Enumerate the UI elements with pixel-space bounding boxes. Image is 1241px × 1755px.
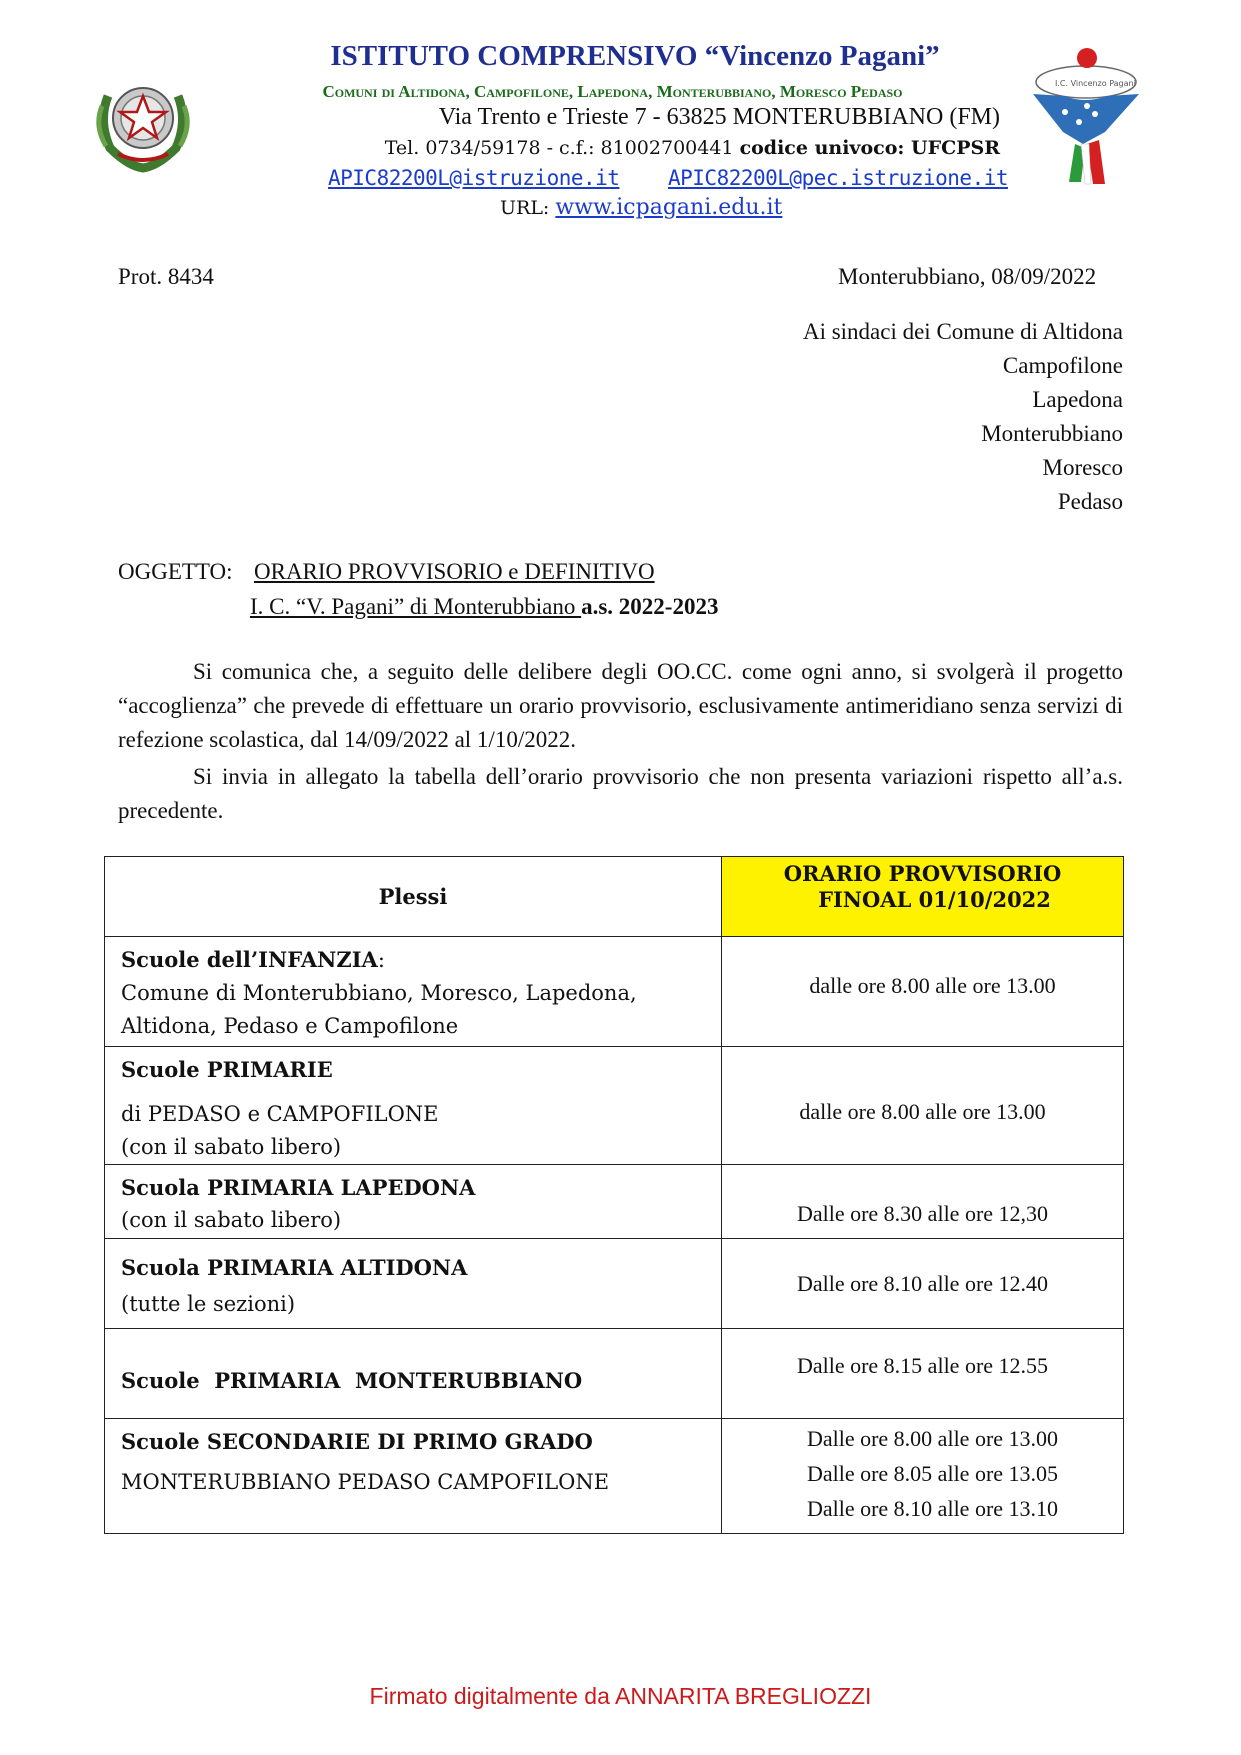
recipient-line: Monterubbiano [981, 421, 1123, 446]
recipient-line: Campofilone [1002, 353, 1123, 378]
table-row [105, 1047, 1124, 1165]
plesso-cell [105, 1329, 722, 1419]
time-value: Dalle ore 8.05 alle ore 13.05 [806, 1461, 1059, 1486]
plesso-detail: (tutte le sezioni) [121, 1292, 296, 1316]
time-cell [722, 1419, 1124, 1534]
unique-code: codice univoco: UFCPSR [739, 137, 1000, 159]
subject-school-year: a.s. 2022-2023 [581, 594, 719, 619]
plesso-detail: di PEDASO e CAMPOFILONE [121, 1102, 439, 1126]
plesso-cell [105, 1239, 722, 1329]
time-value: Dalle ore 8.10 alle ore 12.40 [796, 1271, 1049, 1296]
table-row [105, 1239, 1124, 1329]
place-date: Monterubbiano, 08/09/2022 [838, 264, 1097, 289]
header-schedule-line2: FINOAL 01/10/2022 [818, 887, 1051, 912]
pec-email-link[interactable]: APIC82200L@pec.istruzione.it [668, 166, 1009, 190]
time-cell [722, 1047, 1124, 1165]
time-value: dalle ore 8.00 alle ore 13.00 [809, 973, 1056, 998]
time-value: Dalle ore 8.00 alle ore 13.00 [806, 1426, 1059, 1451]
plesso-cell [105, 1047, 722, 1165]
header-plessi: Plessi [105, 857, 722, 937]
school-address: Via Trento e Trieste 7 - 63825 MONTERUBBIANO (FM) [438, 104, 1000, 130]
time-cell [722, 1165, 1124, 1239]
email-link[interactable]: APIC82200L@istruzione.it [328, 166, 620, 190]
website-link[interactable]: www.icpagani.edu.it [555, 195, 783, 220]
time-value: Dalle ore 8.10 alle ore 13.10 [806, 1496, 1059, 1521]
plesso-cell [105, 1419, 722, 1534]
time-value: Dalle ore 8.30 alle ore 12,30 [796, 1201, 1049, 1226]
url-row [500, 195, 782, 220]
paragraph-2: Si invia in allegato la tabella dell’orario provvisorio che non presenta variazioni rispetto all’a.s. precedente. [118, 764, 1123, 823]
table-header-row [105, 857, 1124, 937]
schedule-table [104, 856, 1124, 1534]
table-row [105, 937, 1124, 1047]
italian-republic-emblem-icon [88, 66, 198, 176]
table-row [105, 1165, 1124, 1239]
subject-school: I. C. “V. Pagani” di Monterubbiano [250, 594, 582, 619]
paragraph-1: Si comunica che, a seguito delle delibere degli OO.CC. come ogni anno, si svolgerà il progetto “accoglienza” che prevede di effettuare un orario provvisorio, esclusivamente antimeridiano senza servizi di refezione scolastica, dal 14/09/2022 al 1/10/2022. [118, 659, 1123, 752]
school-contacts [330, 137, 1000, 159]
time-cell [722, 937, 1124, 1047]
time-value: dalle ore 8.00 alle ore 13.00 [799, 1099, 1046, 1124]
plesso-title: Scuole SECONDARIE DI PRIMO GRADO [121, 1429, 593, 1454]
plesso-title: Scuola PRIMARIA ALTIDONA [121, 1255, 468, 1280]
plesso-detail: Comune di Monterubbiano, Moresco, Lapedona, [121, 981, 637, 1005]
plesso-detail: Altidona, Pedaso e Campofilone [121, 1014, 459, 1038]
time-cell [722, 1329, 1124, 1419]
plesso-detail: (con il sabato libero) [121, 1135, 342, 1159]
plesso-title-suffix: : [377, 948, 385, 972]
recipient-line: Pedaso [1057, 489, 1123, 514]
school-logo-icon [1025, 44, 1147, 194]
plesso-title: Scuole PRIMARIA MONTERUBBIANO [121, 1368, 583, 1393]
digital-signature: Firmato digitalmente da ANNARITA BREGLIOZZI [369, 1683, 872, 1709]
table-row [105, 1329, 1124, 1419]
table-row [105, 1419, 1124, 1534]
contacts-text: Tel. 0734/59178 - c.f.: 81002700441 [384, 137, 740, 159]
subject-line-1: ORARIO PROVVISORIO e DEFINITIVO [254, 559, 655, 584]
recipient-line: Ai sindaci dei Comune di Altidona [802, 319, 1123, 344]
plesso-title: Scuole PRIMARIE [121, 1057, 333, 1082]
plesso-cell [105, 937, 722, 1047]
plesso-title: Scuola PRIMARIA LAPEDONA [121, 1175, 476, 1200]
svg-text:I.C. Vincenzo Pagani: I.C. Vincenzo Pagani [1055, 79, 1136, 88]
plesso-detail: MONTERUBBIANO PEDASO CAMPOFILONE [121, 1470, 610, 1494]
recipient-line: Lapedona [1032, 387, 1123, 412]
subject-label: OGGETTO: [118, 559, 233, 584]
plesso-cell [105, 1165, 722, 1239]
subject-line-2 [250, 590, 718, 624]
time-cell [722, 1239, 1124, 1329]
header-schedule [722, 857, 1124, 937]
plesso-title: Scuole dell’INFANZIA [121, 947, 378, 972]
plesso-detail: (con il sabato libero) [121, 1208, 342, 1232]
recipient-line: Moresco [1042, 455, 1123, 480]
school-name: ISTITUTO COMPRENSIVO “Vincenzo Pagani” [330, 40, 940, 72]
header-schedule-line1: ORARIO PROVVISORIO [783, 861, 1062, 886]
protocol-number: Prot. 8434 [118, 264, 214, 289]
time-value: Dalle ore 8.15 alle ore 12.55 [796, 1353, 1049, 1378]
municipalities-line: Comuni di Altidona, Campofilone, Lapedona, Monterubbiano, Moresco Pedaso [322, 82, 903, 101]
url-label: URL: [500, 197, 556, 219]
